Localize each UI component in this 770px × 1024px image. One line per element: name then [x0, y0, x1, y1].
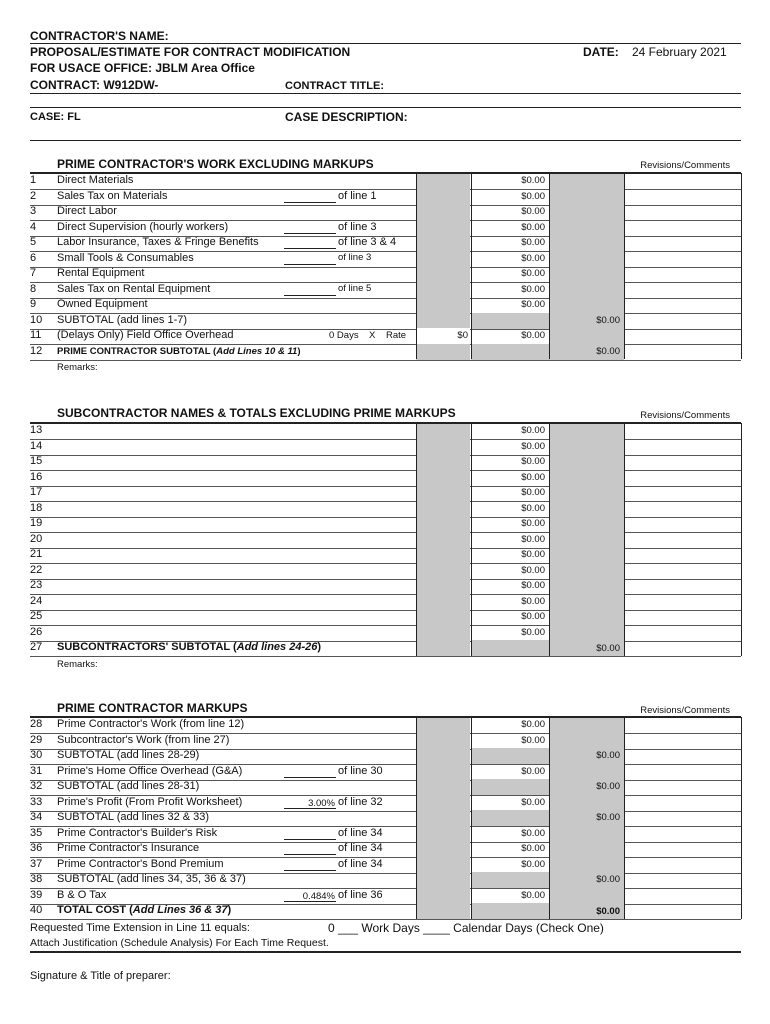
revisions-cell[interactable] — [624, 297, 741, 313]
gray-cell — [549, 826, 624, 842]
gray-cell — [471, 903, 549, 919]
label-part: Add Lines 36 & 37 — [132, 904, 228, 916]
column-line — [471, 173, 472, 359]
revisions-cell[interactable] — [624, 282, 741, 298]
line-reference: of line 32 — [338, 795, 383, 808]
line-description: SUBTOTAL (add lines 28-31) — [57, 780, 200, 792]
gray-cell — [549, 501, 624, 517]
gray-cell — [416, 516, 470, 532]
line-number: 35 — [30, 826, 43, 839]
gray-cell — [549, 547, 624, 563]
amount-cell: $0.00 — [521, 765, 545, 777]
column-line — [471, 423, 472, 656]
revisions-cell[interactable] — [624, 220, 741, 236]
gray-cell — [416, 872, 470, 888]
amount-cell: $0.00 — [521, 237, 545, 248]
line-number: 38 — [30, 873, 43, 885]
gray-cell — [549, 888, 624, 904]
gray-cell — [471, 313, 549, 329]
gray-cell — [471, 779, 549, 795]
line-description: SUBTOTAL (add lines 28-29) — [57, 749, 200, 761]
line-description: Sales Tax on Materials — [57, 189, 168, 202]
signature-label[interactable]: Signature & Title of preparer: — [30, 970, 171, 982]
markups-section-title: PRIME CONTRACTOR MARKUPS — [57, 701, 248, 715]
gray-cell — [471, 344, 549, 360]
amount-cell: $0.00 — [521, 719, 545, 730]
line-description: Owned Equipment — [57, 298, 148, 310]
markups-revisions-label: Revisions/Comments — [640, 705, 730, 716]
line-reference: of line 5 — [338, 282, 372, 294]
amount-cell: $0.00 — [521, 827, 545, 839]
amount-cell: $0.00 — [521, 471, 545, 483]
attach-justification-note: Attach Justification (Schedule Analysis) For Each Time Request. — [30, 937, 329, 949]
gray-cell — [416, 173, 470, 189]
gray-cell — [416, 903, 470, 919]
line-number: 25 — [30, 610, 43, 622]
rate-value[interactable]: $0 — [457, 330, 468, 341]
line-description: Direct Supervision (hourly workers) — [57, 220, 229, 233]
line-number: 5 — [30, 236, 37, 248]
subcontractor-name-input[interactable] — [57, 532, 416, 548]
section-rule — [30, 422, 741, 424]
gray-cell — [549, 532, 624, 548]
gray-cell — [416, 764, 470, 780]
gray-cell — [549, 454, 624, 470]
line-description: SUBTOTAL (add lines 32 & 33) — [57, 811, 210, 823]
gray-cell — [549, 563, 624, 579]
gray-cell — [549, 439, 624, 455]
line-number: 36 — [30, 842, 43, 854]
gray-cell — [416, 423, 470, 439]
line-number: 24 — [30, 594, 43, 607]
row-line — [30, 888, 741, 889]
revisions-cell[interactable] — [624, 204, 741, 220]
line-description: Direct Labor — [57, 205, 117, 217]
gray-cell — [416, 779, 470, 795]
contract-title-label: CONTRACT TITLE: — [285, 80, 384, 92]
amount-cell: $0.00 — [521, 580, 545, 591]
gray-cell — [416, 204, 470, 220]
contractor-name-label: CONTRACTOR'S NAME: — [30, 29, 169, 43]
line-number: 15 — [30, 455, 43, 467]
row-line — [30, 656, 741, 657]
gray-cell — [416, 189, 470, 205]
line-description: Prime Contractor's Bond Premium — [57, 857, 224, 870]
amount-cell: $0.00 — [521, 549, 545, 560]
amount-cell: $0.00 — [521, 299, 545, 310]
gray-cell — [416, 717, 470, 733]
gray-cell — [416, 609, 470, 625]
gray-cell — [549, 795, 624, 811]
label-part: ) — [227, 904, 232, 916]
label-part: ) — [297, 345, 301, 357]
line-number: 12 — [30, 344, 43, 357]
line-reference: of line 30 — [338, 764, 383, 777]
subtotal-cell: $0.00 — [596, 812, 620, 823]
times-sign: X — [369, 330, 376, 341]
gray-cell — [549, 733, 624, 749]
subcontractor-name-input[interactable] — [57, 423, 416, 439]
gray-cell — [416, 501, 470, 517]
line-reference: of line 1 — [338, 189, 377, 202]
amount-cell: $0.00 — [521, 502, 545, 514]
row-line — [30, 360, 741, 361]
subcontractor-name-input[interactable] — [57, 594, 416, 610]
line-number: 22 — [30, 563, 43, 576]
remarks-label[interactable]: Remarks: — [57, 362, 98, 373]
line-number: 26 — [30, 625, 43, 638]
percent-input[interactable] — [284, 283, 336, 296]
divider — [30, 140, 741, 141]
amount-cell: $0.00 — [521, 626, 545, 638]
prime-revisions-label: Revisions/Comments — [640, 160, 730, 171]
subcontractor-name-input[interactable] — [57, 485, 416, 501]
amount-cell: $0.00 — [521, 595, 545, 607]
gray-cell — [549, 485, 624, 501]
subtotal-cell: $0.00 — [596, 314, 620, 326]
line-number: 16 — [30, 470, 43, 483]
line-number: 30 — [30, 749, 43, 761]
gray-cell — [549, 594, 624, 610]
line-number: 8 — [30, 282, 37, 295]
line-description: Small Tools & Consumables — [57, 251, 194, 264]
subtotal-cell: $0.00 — [596, 781, 620, 792]
line-description: Sales Tax on Rental Equipment — [57, 282, 211, 295]
gray-cell — [416, 594, 470, 610]
line-number: 37 — [30, 857, 43, 870]
line-number: 14 — [30, 439, 43, 452]
line-description: Prime Contractor's Insurance — [57, 842, 200, 854]
revisions-cell[interactable] — [624, 266, 741, 282]
amount-cell: $0.00 — [521, 889, 545, 901]
line-description: Prime Contractor's Work (from line 12) — [57, 718, 245, 730]
gray-cell — [471, 872, 549, 888]
line-description: B & O Tax — [57, 888, 107, 901]
line-number: 28 — [30, 718, 43, 730]
gray-cell — [549, 328, 624, 344]
line-reference: of line 34 — [338, 826, 383, 839]
subtotal-cell: $0.00 — [596, 874, 620, 885]
gray-cell — [549, 625, 624, 641]
line-number: 40 — [30, 904, 43, 916]
days-field[interactable]: 0 Days — [329, 330, 359, 341]
column-line — [741, 173, 742, 359]
gray-cell — [416, 485, 470, 501]
subcontractor-name-input[interactable] — [57, 470, 416, 486]
column-line — [416, 717, 417, 919]
amount-cell: $0.00 — [521, 796, 545, 808]
line-reference: of line 34 — [338, 842, 383, 854]
subcontractor-name-input[interactable] — [57, 516, 416, 532]
divider — [30, 107, 741, 108]
column-line — [624, 717, 625, 919]
sub-revisions-label: Revisions/Comments — [640, 410, 730, 421]
subcontractor-name-input[interactable] — [57, 578, 416, 594]
line-reference: of line 36 — [338, 888, 383, 901]
gray-cell — [416, 251, 470, 267]
line-number: 31 — [30, 764, 43, 777]
subcontractor-name-input[interactable] — [57, 439, 416, 455]
amount-cell: $0.00 — [521, 564, 545, 576]
amount-cell: $0.00 — [521, 440, 545, 452]
percent-value[interactable]: 0.484% — [302, 890, 335, 902]
column-line — [741, 423, 742, 656]
label-part: SUBCONTRACTORS' SUBTOTAL ( — [57, 641, 237, 653]
amount-cell: $0.00 — [521, 533, 545, 545]
gray-cell — [549, 841, 624, 857]
subtotal-cell: $0.00 — [596, 643, 620, 654]
gray-cell — [416, 888, 470, 904]
gray-cell — [416, 344, 470, 360]
percent-input[interactable] — [284, 236, 336, 249]
amount-cell: $0.00 — [521, 206, 545, 217]
sub-section-title: SUBCONTRACTOR NAMES & TOTALS EXCLUDING PRIME MARKUPS — [57, 406, 456, 420]
gray-cell — [549, 857, 624, 873]
line-number: 32 — [30, 780, 43, 792]
line-number: 23 — [30, 579, 43, 591]
gray-cell — [416, 841, 470, 857]
column-line — [471, 717, 472, 919]
amount-cell: $0.00 — [521, 487, 545, 498]
amount-cell: $0.00 — [521, 611, 545, 622]
gray-cell — [416, 220, 470, 236]
amount-cell: $0.00 — [521, 221, 545, 233]
line-number: 39 — [30, 888, 43, 901]
gray-cell — [549, 189, 624, 205]
line-description: Prime's Home Office Overhead (G&A) — [57, 764, 243, 777]
work-days-field[interactable]: 0 ___ Work Days ____ Calendar Days (Check One) — [328, 921, 604, 935]
line-description: Rental Equipment — [57, 267, 145, 279]
gray-cell — [549, 297, 624, 313]
percent-value[interactable]: 3.00% — [308, 797, 335, 809]
subcontractor-name-input[interactable] — [57, 609, 416, 625]
subcontractor-name-input[interactable] — [57, 501, 416, 517]
section-rule — [30, 716, 741, 718]
gray-cell — [416, 563, 470, 579]
label-part: Add Lines 10 & 11 — [216, 345, 298, 357]
gray-cell — [416, 266, 470, 282]
amount-cell: $0.00 — [521, 252, 545, 264]
revisions-cell[interactable] — [624, 189, 741, 205]
line-number: 17 — [30, 486, 43, 498]
date-label: DATE: — [583, 45, 619, 59]
column-line — [549, 717, 550, 919]
line-description: Direct Materials — [57, 174, 134, 186]
revisions-cell[interactable] — [624, 173, 741, 189]
label-part: ) — [317, 641, 322, 653]
line-number: 29 — [30, 733, 43, 746]
line-description: Subcontractor's Work (from line 27) — [57, 733, 230, 746]
label-part: Add lines 24-26 — [236, 641, 318, 653]
amount-cell: $0.00 — [521, 518, 545, 529]
gray-cell — [416, 297, 470, 313]
amount-cell: $0.00 — [521, 843, 545, 854]
line-description: Prime Contractor's Builder's Risk — [57, 826, 218, 839]
line-reference: of line 3 — [338, 220, 377, 233]
gray-cell — [471, 748, 549, 764]
line-reference: of line 3 — [338, 251, 372, 263]
amount-cell: $0.00 — [521, 858, 545, 870]
gray-cell — [549, 251, 624, 267]
prime-section-title: PRIME CONTRACTOR'S WORK EXCLUDING MARKUPS — [57, 157, 374, 171]
amount-cell: $0.00 — [521, 175, 545, 186]
amount-cell: $0.00 — [521, 425, 545, 436]
proposal-title: PROPOSAL/ESTIMATE FOR CONTRACT MODIFICATION — [30, 45, 351, 59]
gray-cell — [549, 764, 624, 780]
contract-number[interactable]: CONTRACT: W912DW- — [30, 78, 159, 92]
gray-cell — [549, 220, 624, 236]
gray-cell — [416, 625, 470, 641]
gray-cell — [416, 439, 470, 455]
line-description: Labor Insurance, Taxes & Fringe Benefits — [57, 236, 259, 248]
divider — [30, 93, 741, 94]
subcontractor-name-input[interactable] — [57, 563, 416, 579]
total-cost-cell: $0.00 — [596, 906, 620, 917]
line-number: 9 — [30, 298, 37, 310]
percent-input[interactable] — [284, 190, 336, 203]
label-part: TOTAL COST ( — [57, 904, 133, 916]
gray-cell — [416, 454, 470, 470]
column-line — [624, 173, 625, 359]
gray-cell — [416, 640, 470, 656]
section-rule — [30, 172, 741, 174]
gray-cell — [549, 516, 624, 532]
usace-office: FOR USACE OFFICE: JBLM Area Office — [30, 61, 255, 75]
line-number: 13 — [30, 424, 43, 436]
line-number: 4 — [30, 220, 37, 233]
subcontractor-name-input[interactable] — [57, 547, 416, 563]
gray-cell — [549, 423, 624, 439]
line-number: 1 — [30, 174, 37, 186]
percent-input[interactable] — [284, 827, 336, 840]
column-line — [549, 173, 550, 359]
amount-cell: $0.00 — [521, 330, 545, 341]
divider — [30, 43, 741, 44]
label-part: PRIME CONTRACTOR SUBTOTAL ( — [57, 345, 217, 357]
gray-cell — [416, 282, 470, 298]
line-number: 10 — [30, 313, 43, 326]
line-description: (Delays Only) Field Office Overhead — [57, 329, 234, 341]
gray-cell — [416, 578, 470, 594]
line-number: 3 — [30, 205, 37, 217]
line-description: SUBTOTAL (add lines 1-7) — [57, 313, 188, 326]
gray-cell — [416, 748, 470, 764]
gray-cell — [416, 826, 470, 842]
amount-cell: $0.00 — [521, 456, 545, 467]
gray-cell — [471, 640, 549, 656]
case-label[interactable]: CASE: FL — [30, 111, 81, 123]
line-description: SUBTOTAL (add lines 34, 35, 36 & 37) — [57, 873, 246, 885]
gray-cell — [549, 609, 624, 625]
percent-input[interactable] — [284, 858, 336, 871]
gray-cell — [416, 313, 470, 329]
total-cost-label — [57, 904, 231, 916]
line-reference: of line 3 & 4 — [338, 236, 397, 248]
line-number: 34 — [30, 811, 43, 823]
gray-cell — [416, 547, 470, 563]
column-line — [741, 717, 742, 919]
revisions-cell[interactable] — [624, 313, 741, 329]
percent-input[interactable] — [284, 765, 336, 778]
gray-cell — [416, 532, 470, 548]
row-line — [30, 919, 741, 920]
gray-cell — [549, 173, 624, 189]
line-number: 21 — [30, 548, 43, 560]
revisions-cell[interactable] — [624, 251, 741, 267]
line-description: Prime's Profit (From Profit Worksheet) — [57, 795, 243, 808]
line-number: 2 — [30, 189, 37, 202]
gray-cell — [549, 266, 624, 282]
line-reference: of line 34 — [338, 857, 383, 870]
line-number: 33 — [30, 795, 43, 808]
gray-cell — [549, 717, 624, 733]
time-extension-label: Requested Time Extension in Line 11 equals: — [30, 922, 250, 934]
case-description-label: CASE DESCRIPTION: — [285, 110, 408, 124]
line-number: 7 — [30, 267, 37, 279]
amount-cell: $0.00 — [521, 190, 545, 202]
gray-cell — [416, 470, 470, 486]
gray-cell — [549, 578, 624, 594]
line-number: 20 — [30, 532, 43, 545]
amount-cell: $0.00 — [521, 268, 545, 279]
gray-cell — [416, 235, 470, 251]
subtotal-cell: $0.00 — [596, 750, 620, 761]
line-number: 27 — [30, 641, 43, 653]
line-number: 18 — [30, 501, 43, 514]
gray-cell — [416, 857, 470, 873]
subcontractor-name-input[interactable] — [57, 454, 416, 470]
gray-cell — [416, 810, 470, 826]
footer-rule — [30, 951, 741, 953]
gray-cell — [471, 810, 549, 826]
percent-input[interactable] — [284, 252, 336, 265]
percent-input[interactable] — [284, 842, 336, 855]
line-number: 11 — [30, 329, 42, 341]
subcontractor-name-input[interactable] — [57, 625, 416, 641]
revisions-cell[interactable] — [624, 235, 741, 251]
line-number: 6 — [30, 251, 37, 264]
prime-subtotal-label — [57, 346, 301, 357]
gray-cell — [549, 204, 624, 220]
gray-cell — [549, 235, 624, 251]
gray-cell — [549, 282, 624, 298]
sub-subtotal-label — [57, 641, 321, 653]
date-value[interactable]: 24 February 2021 — [632, 45, 727, 59]
gray-cell — [416, 733, 470, 749]
amount-cell: $0.00 — [521, 734, 545, 746]
gray-cell — [416, 795, 470, 811]
percent-input[interactable] — [284, 221, 336, 234]
line-number: 19 — [30, 517, 43, 529]
rate-label: Rate — [386, 330, 407, 341]
amount-cell: $0.00 — [521, 283, 545, 295]
column-line — [549, 423, 550, 656]
column-line — [624, 423, 625, 656]
remarks-label[interactable]: Remarks: — [57, 659, 98, 670]
gray-cell — [549, 470, 624, 486]
column-line — [416, 423, 417, 656]
column-line — [416, 173, 417, 359]
subtotal-cell: $0.00 — [596, 345, 620, 357]
